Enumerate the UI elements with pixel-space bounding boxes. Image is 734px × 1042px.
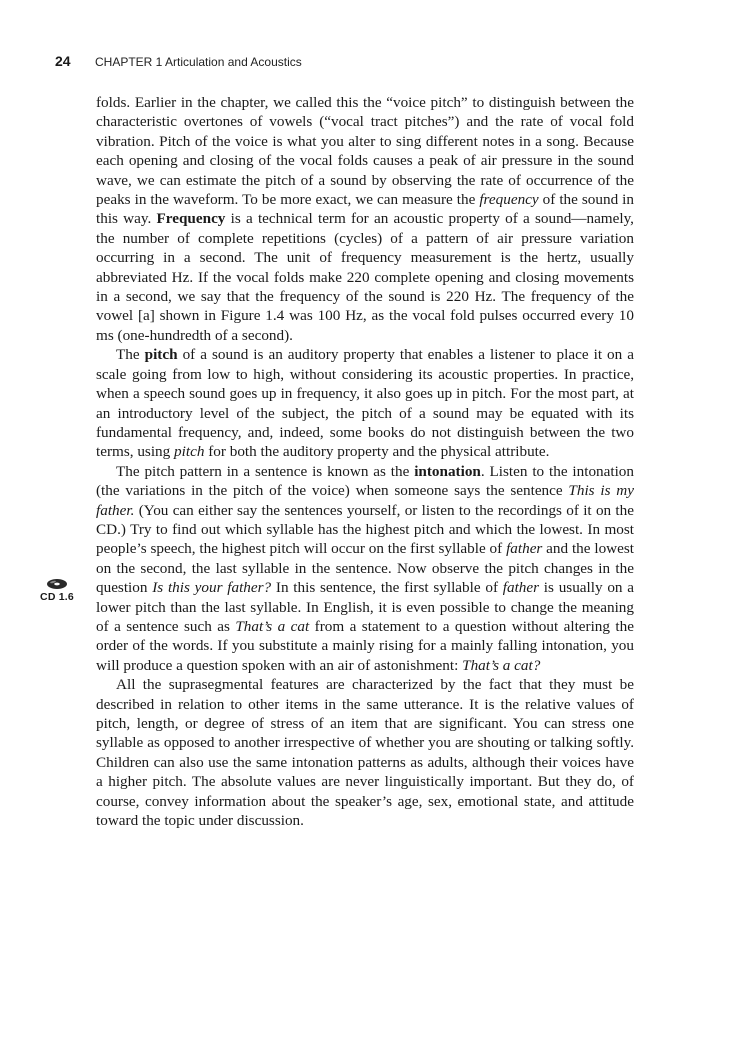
italic-text: That’s a cat xyxy=(235,617,310,635)
text-run: from a statement to a question without altering the order of the words. If you substitute a mainly rising for a mainly falling intonation, you will produce a question spoken with an air of astonishment: xyxy=(96,617,634,674)
italic-text: Is this your father? xyxy=(152,579,272,597)
cd-margin-note xyxy=(36,578,78,603)
text-run: All the suprasegmental features are characterized by the fact that they must be described in relation to other items in the same utterance. It is the relative values of pitch, length, or degree of stress of an item that are significant. You can stress one syllable as opposed to another irrespective of whether you are shouting or talking softly. Children can also use the same intonation patterns as adults, although their voices have a higher pitch. The absolute values are never linguistically important. But they do, of course, convey information about the speaker’s age, sex, emotional state, and attitude toward the topic under discussion. xyxy=(96,676,634,830)
bold-term: intonation xyxy=(414,462,481,480)
paragraph xyxy=(96,675,634,830)
bold-term: pitch xyxy=(144,346,178,364)
text-run: of a sound is an auditory property that enables a listener to place it on a scale going from low to high, without considering its acoustic properties. In practice, when a speech sound goes up in frequency, it also goes up in pitch. For the most part, at an introductory level of the subject, the pitch of a sound may be equated with its fundamental frequency, and, indeed, some books do not distinguish between the two terms, using xyxy=(96,346,634,461)
text-run: (You can either say the sentences yourself, or listen to the recordings of it on the CD.) Try to find out which syllable has the highest pitch and which the lowest. In most people’s speech, the highest pitch will occur on the first syllable of xyxy=(96,501,634,558)
italic-text: That’s a cat? xyxy=(462,656,541,674)
text-run: and the lowest on the second, the last syllable in the sentence. Now observe the pitch changes in the question xyxy=(96,540,634,597)
text-run: is usually on a lower pitch than the last syllable. In English, it is even possible to change the meaning of a sentence such as xyxy=(96,579,635,635)
paragraph xyxy=(96,345,634,461)
italic-text: father xyxy=(502,579,540,597)
page-number: 24 xyxy=(55,53,71,69)
italic-text: frequency xyxy=(479,191,539,209)
text-run: The xyxy=(116,346,145,364)
paragraph xyxy=(96,462,634,675)
bold-term: Frequency xyxy=(156,210,226,228)
text-run: The pitch pattern in a sentence is known as the xyxy=(116,462,415,480)
italic-text: This is my father. xyxy=(96,482,634,519)
text-run: . Listen to the intonation (the variations in the pitch of the voice) when someone says the sentence xyxy=(96,462,634,500)
body-text xyxy=(96,93,634,830)
page-header xyxy=(55,53,302,71)
paragraph xyxy=(96,93,634,345)
text-run: of the sound in this way. xyxy=(96,191,634,228)
cd-disc-icon xyxy=(46,578,68,590)
text-run: is a technical term for an acoustic property of a sound—namely, the number of complete repetitions (cycles) of a pattern of air pressure variation occurring in a second. The unit of frequency measurement is the hertz, usually abbreviated Hz. If the vocal folds make 220 complete opening and closing movements in a second, we say that the frequency of the sound is 220 Hz. The frequency of the vowel [a] shown in Figure 1.4 was 100 Hz, as the vocal fold pulses occurred every 10 ms (one-hundredth of a second). xyxy=(96,210,634,344)
text-run: In this sentence, the first syllable of xyxy=(271,579,503,597)
running-head: CHAPTER 1 Articulation and Acoustics xyxy=(95,55,302,69)
italic-text: father xyxy=(506,540,543,558)
text-run: folds. Earlier in the chapter, we called this the “voice pitch” to distinguish between the characteristic overtones of vowels (“vocal tract pitches”) and the rate of vocal fold vibration. Pitch of the voice is what you alter to sing different notes in a song. Because each opening and closing of the vocal folds causes a peak of air pressure in the sound wave, we can estimate the pitch of a sound by observing the rate of occurrence of the peaks in the waveform. To be more exact, we can measure the xyxy=(96,94,634,209)
italic-text: pitch xyxy=(174,443,205,461)
cd-track-label: CD 1.6 xyxy=(40,591,74,603)
text-run: for both the auditory property and the physical attribute. xyxy=(204,443,550,461)
